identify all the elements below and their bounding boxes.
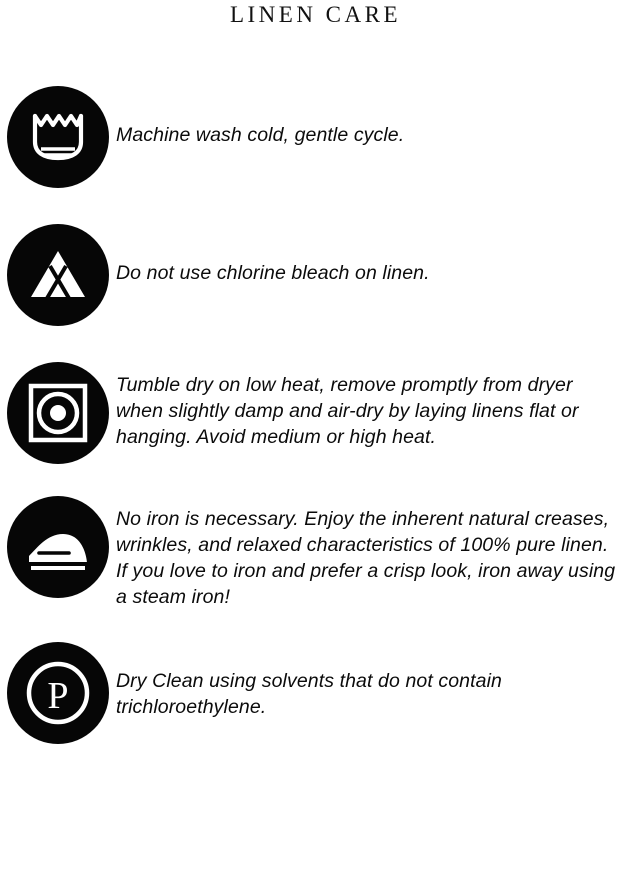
no-bleach-triangle-icon: [7, 224, 109, 326]
icon-cell-no-bleach: [0, 224, 116, 326]
icon-cell-machine-wash: [0, 86, 116, 188]
care-row-dry-clean: [0, 642, 631, 744]
care-row-tumble-dry: [0, 362, 631, 464]
icon-cell-iron: [0, 496, 116, 598]
care-text-no-bleach: Do not use chlorine bleach on linen.: [116, 262, 430, 284]
iron-icon: [7, 496, 109, 598]
wash-tub-icon: [7, 86, 109, 188]
care-text-dry-clean: Dry Clean using solvents that do not contain trichloroethylene.: [116, 670, 502, 718]
care-row-no-bleach: [0, 224, 631, 326]
dry-clean-p-icon: [7, 642, 109, 744]
care-row-machine-wash: [0, 86, 631, 188]
svg-text:P: P: [47, 675, 69, 717]
care-text-machine-wash: Machine wash cold, gentle cycle.: [116, 124, 405, 146]
care-text-tumble-dry: Tumble dry on low heat, remove promptly from dryer when slightly damp and air-dry by laying linens flat or hanging. Avoid medium or high heat.: [116, 374, 579, 448]
care-instruction-list: [0, 86, 631, 744]
care-text-iron: No iron is necessary. Enjoy the inherent natural creases, wrinkles, and relaxed characteristics of 100% pure linen. If you love to iron and prefer a crisp look, iron away using a steam iron!: [116, 508, 616, 608]
icon-cell-tumble-dry: [0, 362, 116, 464]
icon-cell-dry-clean: [0, 642, 116, 744]
tumble-dry-low-icon: [7, 362, 109, 464]
page-title: LINEN CARE: [229, 2, 402, 27]
care-row-iron: [0, 496, 631, 610]
